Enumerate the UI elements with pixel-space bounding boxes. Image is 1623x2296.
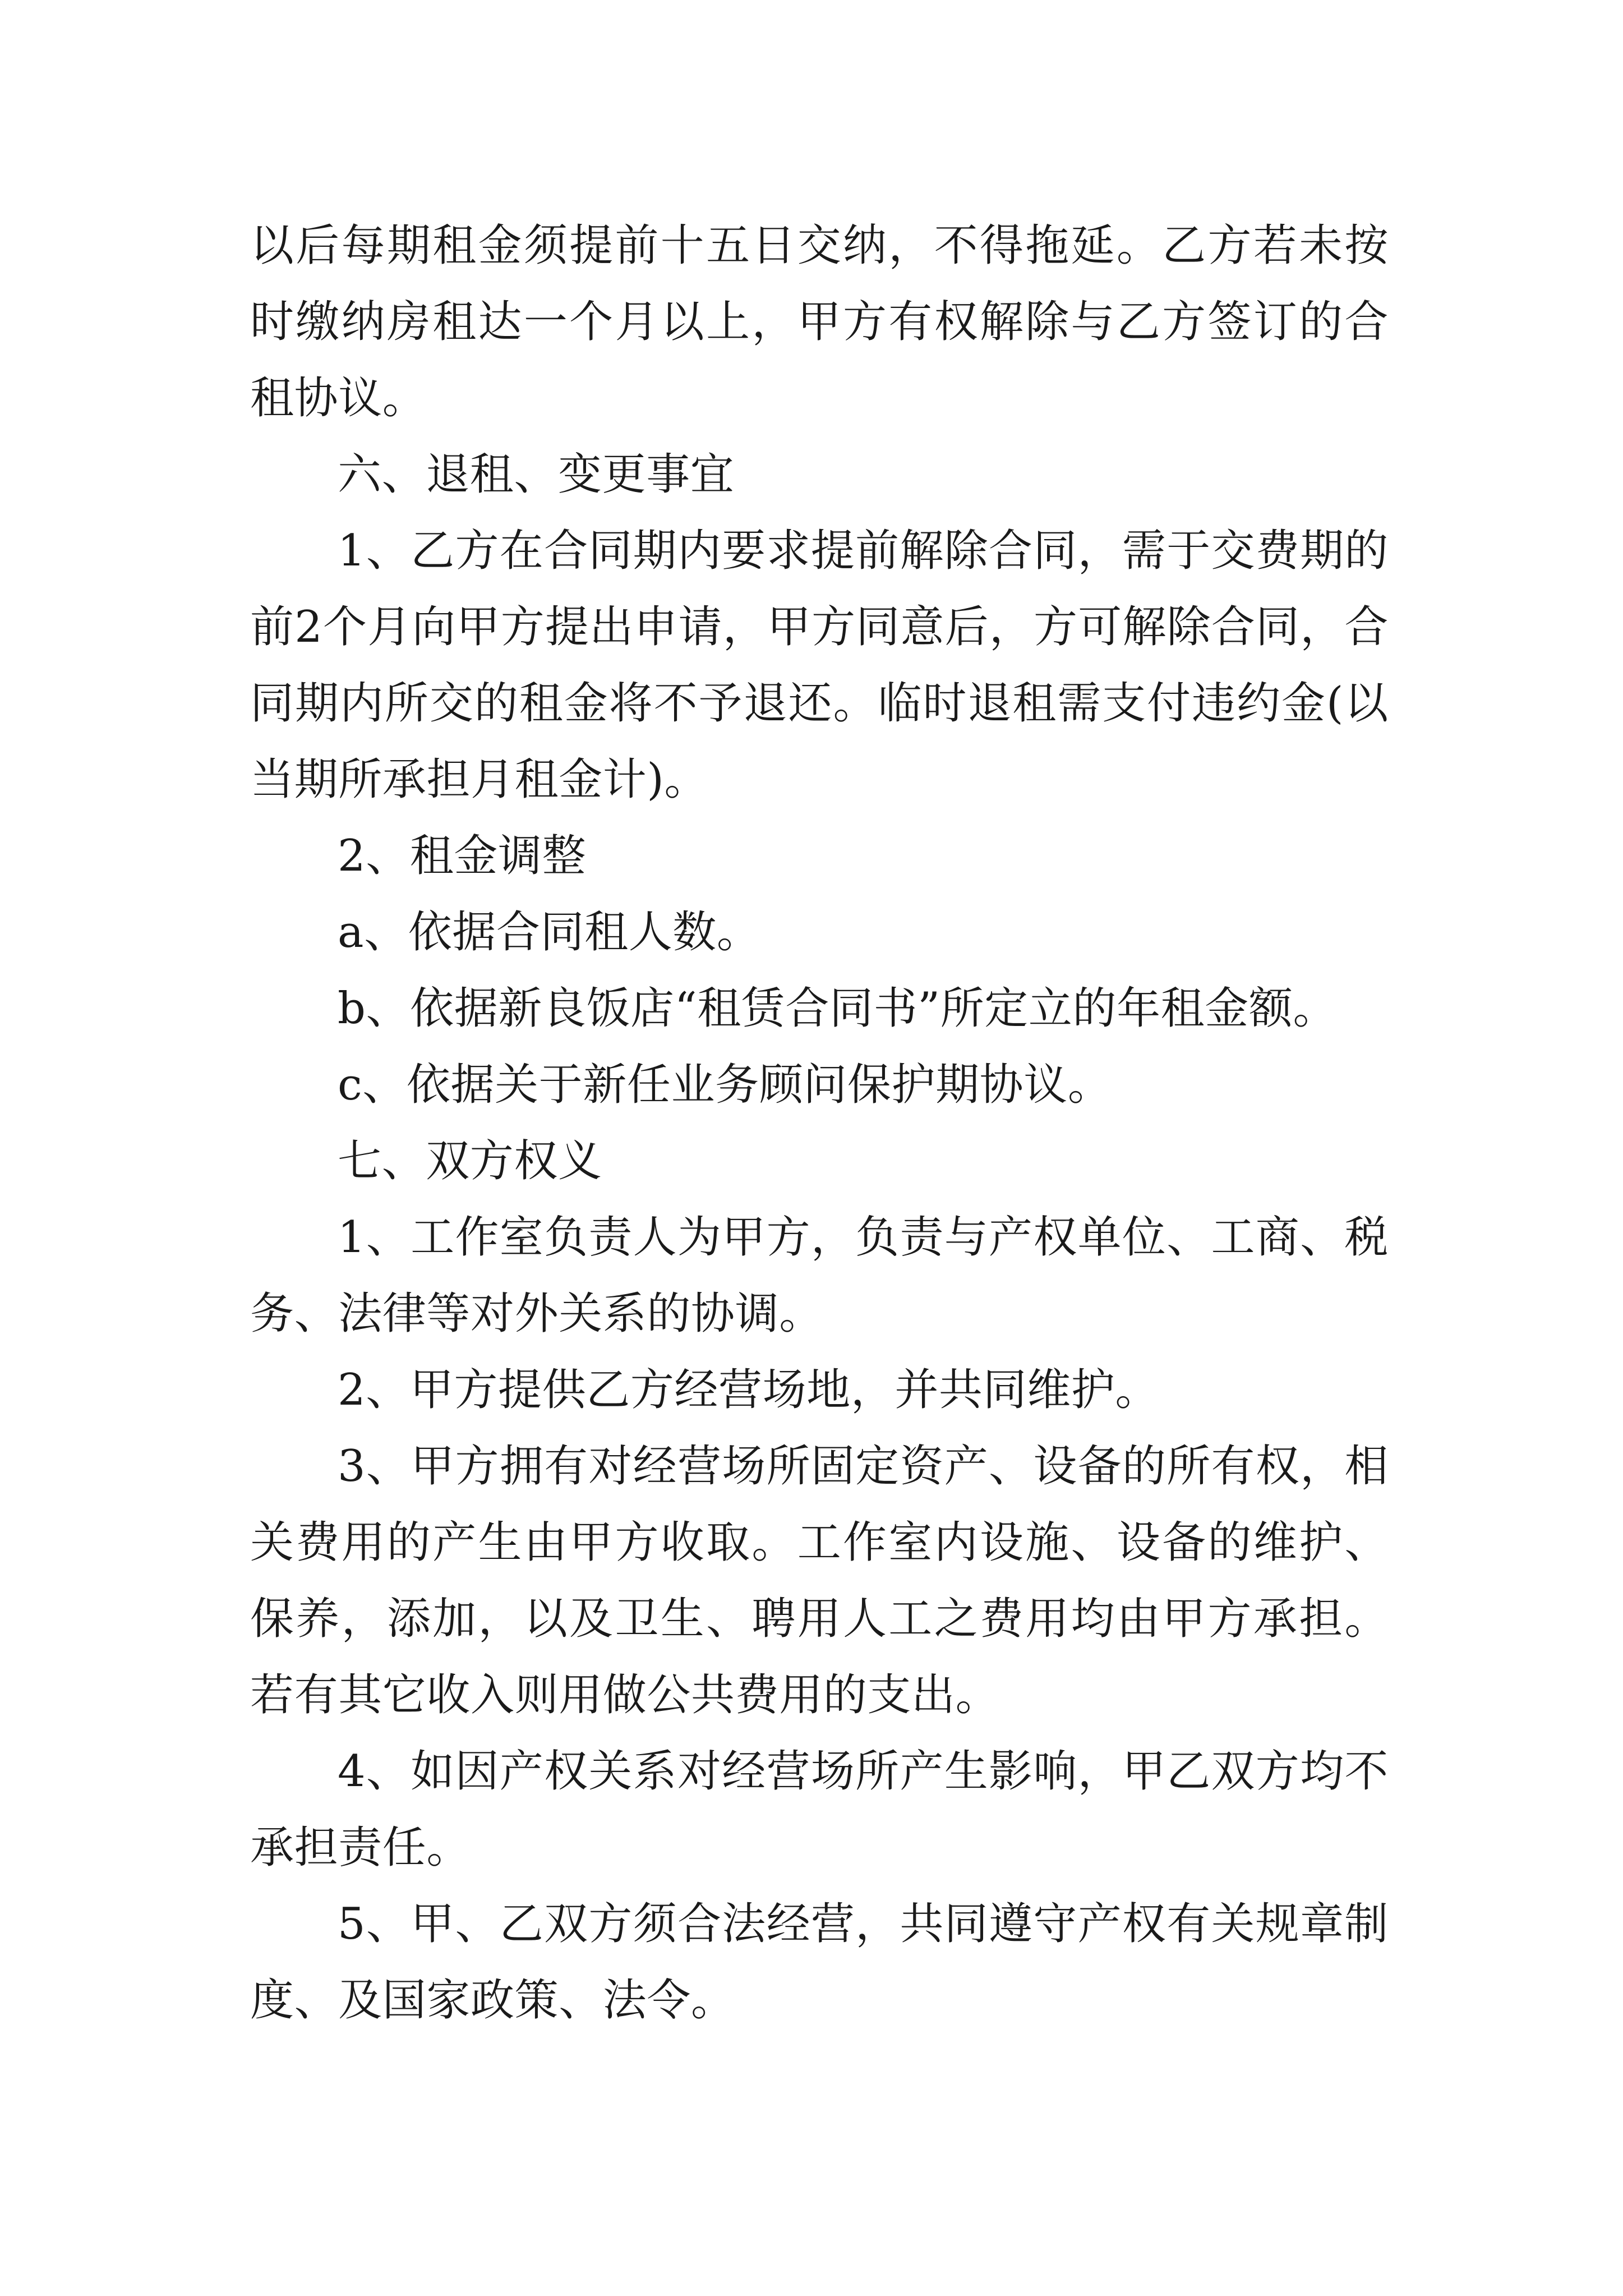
section-heading-termination-changes: 六、退租、变更事宜 bbox=[338, 449, 735, 500]
section-heading-rights-obligations: 七、双方权义 bbox=[338, 1136, 602, 1186]
paragraph-rent-payment-continued: 以后每期租金须提前十五日交纳，不得拖延。乙方若未按时缴纳房租达一个月以上，甲方有权解除与乙方签订的合租协议。 bbox=[250, 220, 1389, 424]
sub-clause-c: c、依据关于新任业务顾问保护期协议。 bbox=[338, 1060, 1112, 1110]
sub-clause-b: b、依据新良饭店“租赁合同书”所定立的年租金额。 bbox=[338, 983, 1338, 1034]
clause-early-termination: 1、乙方在合同期内要求提前解除合同，需于交费期的前2个月向甲方提出申请，甲方同意后，方可解除合同，合同期内所交的租金将不予退还。临时退租需支付违约金(以当期所承担月租金计)。 bbox=[250, 526, 1389, 805]
clause-liability-exemption: 4、如因产权关系对经营场所产生影响，甲乙双方均不承担责任。 bbox=[250, 1746, 1389, 1873]
clause-legal-compliance: 5、甲、乙双方须合法经营，共同遵守产权有关规章制度、及国家政策、法令。 bbox=[250, 1899, 1389, 2026]
clause-premises-provision: 2、甲方提供乙方经营场地，并共同维护。 bbox=[338, 1365, 1160, 1415]
sub-clause-a: a、依据合同租人数。 bbox=[338, 907, 761, 958]
clause-rent-adjustment: 2、租金调整 bbox=[338, 831, 587, 881]
document-body bbox=[250, 208, 1389, 2039]
clause-asset-ownership: 3、甲方拥有对经营场所固定资产、设备的所有权，相关费用的产生由甲方收取。工作室内设施、设备的维护、保养，添加，以及卫生、聘用人工之费用均由甲方承担。若有其它收入则用做公共费用的支出。 bbox=[250, 1441, 1389, 1720]
clause-party-a-responsibility: 1、工作室负责人为甲方，负责与产权单位、工商、税务、法律等对外关系的协调。 bbox=[250, 1212, 1389, 1339]
